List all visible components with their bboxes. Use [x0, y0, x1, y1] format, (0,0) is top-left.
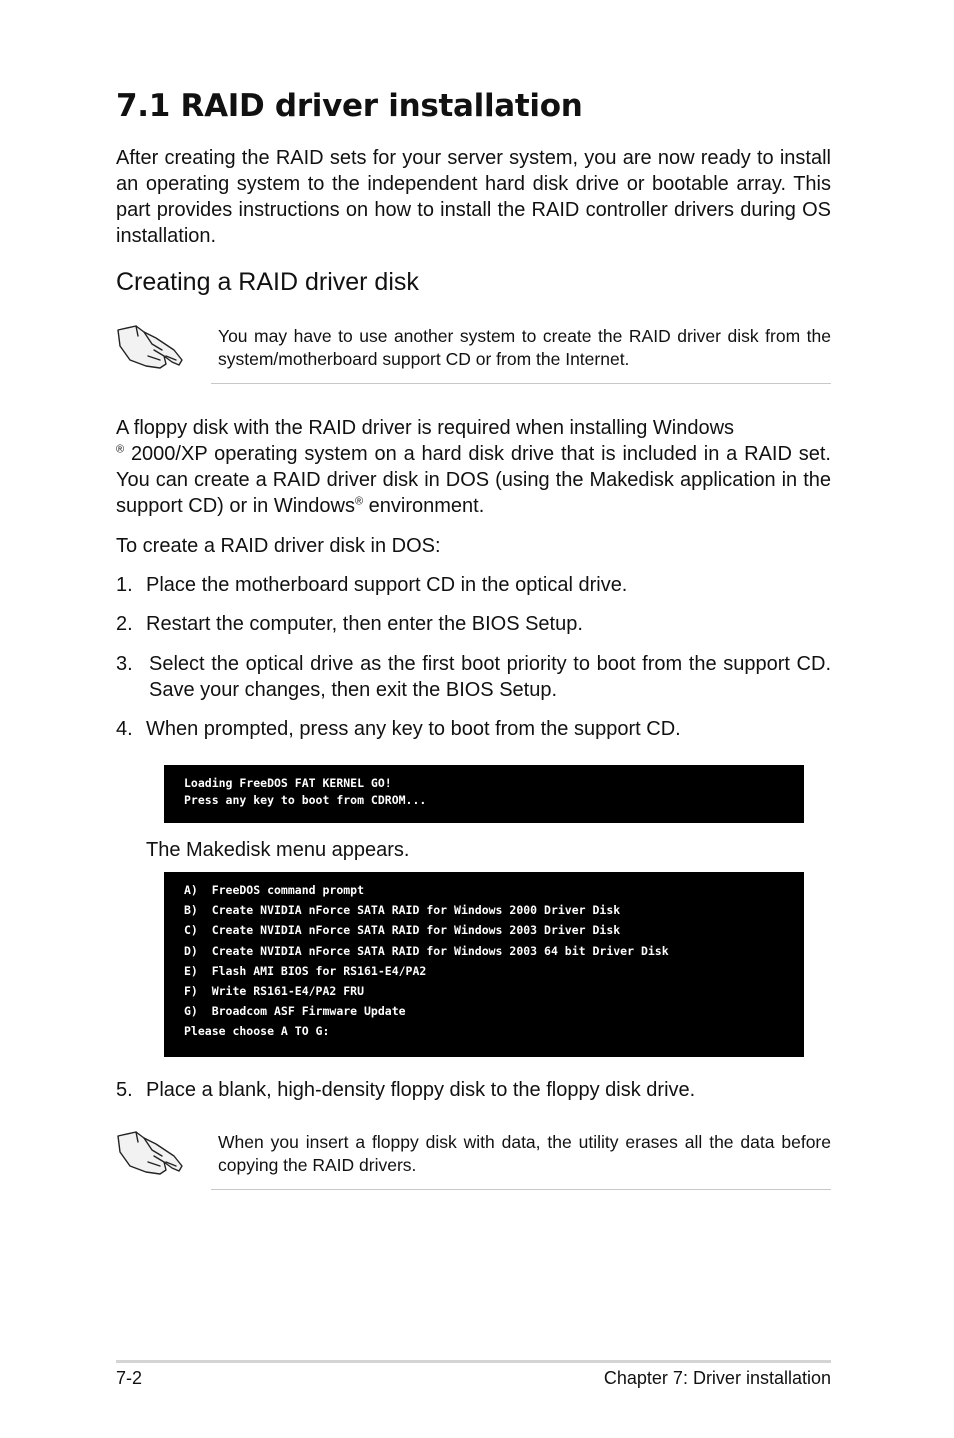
floppy-paragraph: [116, 415, 831, 519]
note-box: [116, 1126, 831, 1190]
step-number: 1.: [116, 574, 133, 596]
note-divider: [211, 383, 831, 384]
pointing-hand-icon: [116, 1126, 186, 1178]
step-number: 5.: [116, 1079, 133, 1101]
step-number: 4.: [116, 718, 133, 740]
floppy-text-3: environment.: [363, 495, 485, 517]
registered-mark: ®: [354, 495, 364, 508]
page-number: 7-2: [116, 1368, 143, 1388]
menu-option-c: C) Create NVIDIA nForce SATA RAID for Windows 2003 Driver Disk: [184, 923, 621, 938]
note-divider: [211, 1189, 831, 1190]
note-box: [116, 320, 831, 384]
step-text: When prompted, press any key to boot from the support CD.: [146, 718, 681, 740]
makedisk-caption: The Makedisk menu appears.: [146, 839, 410, 861]
step-item: [116, 611, 831, 637]
boot-terminal: [164, 765, 804, 823]
step-item: [116, 572, 831, 598]
menu-option-f: F) Write RS161-E4/PA2 FRU: [184, 983, 365, 998]
terminal-line: Press any key to boot from CDROM...: [184, 793, 427, 807]
section-subtitle: Creating a RAID driver disk: [116, 268, 419, 296]
step-text: Place a blank, high-density floppy disk to the floppy disk drive.: [146, 1079, 696, 1101]
floppy-text-1: A floppy disk with the RAID driver is required when installing Windows: [116, 417, 735, 439]
step-text: Select the optical drive as the first boot priority to boot from the support CD. Save your changes, then exit the BIOS Setup.: [149, 653, 831, 701]
step-number: 3.: [116, 653, 133, 675]
menu-prompt: Please choose A TO G:: [184, 1024, 330, 1039]
menu-option-b: B) Create NVIDIA nForce SATA RAID for Windows 2000 Driver Disk: [184, 903, 621, 918]
step-item: [116, 716, 831, 742]
step-text: Restart the computer, then enter the BIOS Setup.: [146, 613, 583, 635]
floppy-text-2: 2000/XP operating system on a hard disk drive that is included in a RAID set. You can create a RAID driver disk in DOS (using the Makedisk application in the support CD) or in Windows: [116, 443, 831, 517]
step-item: [116, 1077, 831, 1103]
makedisk-menu-terminal: [164, 872, 804, 1057]
pointing-hand-icon: [116, 320, 186, 372]
registered-mark: ®: [116, 443, 125, 456]
note-text: You may have to use another system to create the RAID driver disk from the system/motherboard support CD or from the Internet.: [218, 326, 831, 369]
dos-intro: To create a RAID driver disk in DOS:: [116, 535, 441, 557]
page-title: 7.1 RAID driver installation: [116, 88, 583, 124]
menu-option-g: G) Broadcom ASF Firmware Update: [184, 1004, 406, 1019]
menu-option-a: A) FreeDOS command prompt: [184, 883, 365, 897]
terminal-line: Loading FreeDOS FAT KERNEL GO!: [184, 776, 392, 790]
intro-paragraph: After creating the RAID sets for your server system, you are now ready to install an operating system to the independent hard disk drive or bootable array. This part provides instructions on how to install the RAID controller drivers during OS installation.: [116, 147, 831, 247]
menu-option-d: D) Create NVIDIA nForce SATA RAID for Windows 2003 64 bit Driver Disk: [184, 943, 669, 958]
step-item: [116, 651, 831, 703]
chapter-label: Chapter 7: Driver installation: [603, 1368, 831, 1388]
footer-divider: [116, 1360, 831, 1363]
step-number: 2.: [116, 613, 133, 635]
note-text: When you insert a floppy disk with data, the utility erases all the data before copying the RAID drivers.: [218, 1132, 831, 1175]
menu-option-e: E) Flash AMI BIOS for RS161-E4/PA2: [184, 963, 427, 978]
step-text: Place the motherboard support CD in the optical drive.: [146, 574, 628, 596]
